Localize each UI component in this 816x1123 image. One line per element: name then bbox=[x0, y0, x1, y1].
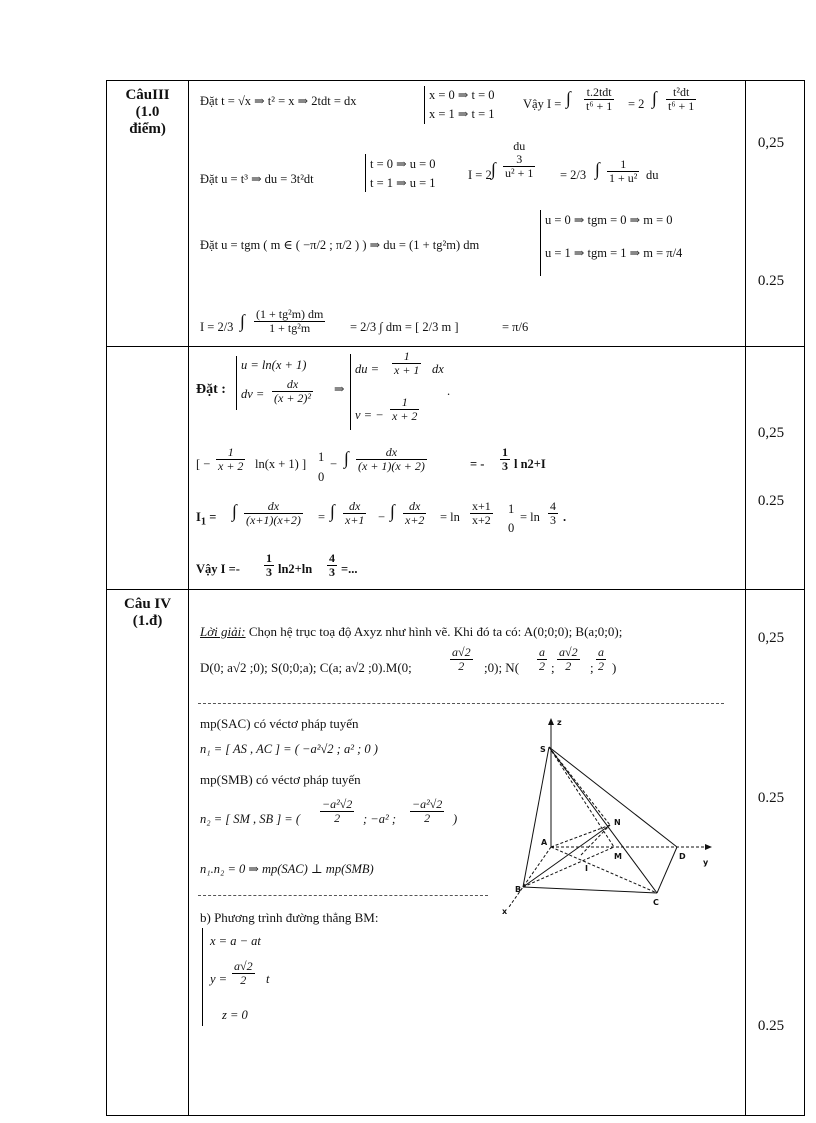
formula-text: t bbox=[266, 972, 270, 986]
score-value: 0,25 bbox=[757, 630, 785, 646]
fraction bbox=[254, 308, 325, 335]
formula-text: Vậy I = bbox=[523, 97, 562, 111]
fraction bbox=[500, 446, 510, 473]
denominator: x+2 bbox=[472, 513, 491, 527]
denominator: 3 bbox=[329, 565, 335, 579]
denominator: x+2 bbox=[405, 513, 425, 527]
formula-text: = 2 bbox=[628, 97, 645, 111]
fraction bbox=[470, 500, 493, 527]
question-label-line: (1.0 bbox=[135, 104, 160, 120]
figure-label: M bbox=[614, 852, 622, 861]
paragraph-text: b) Phương trình đường thẳng BM: bbox=[200, 910, 379, 925]
bracket bbox=[350, 354, 351, 430]
bound-line: u = 1 ⇒ tgm = 1 ⇒ m = π/4 bbox=[545, 246, 683, 260]
formula-text: = bbox=[209, 510, 217, 524]
fraction bbox=[548, 500, 558, 527]
numerator: 4 bbox=[329, 551, 335, 565]
denominator: x+1 bbox=[345, 513, 365, 527]
bracket bbox=[202, 928, 203, 1026]
edge-AC bbox=[551, 847, 657, 893]
formula-text: = - bbox=[470, 457, 485, 471]
fraction bbox=[320, 798, 354, 825]
edge-AN bbox=[551, 825, 610, 847]
formula-text: dv = bbox=[241, 387, 265, 401]
denominator: 2 bbox=[334, 811, 341, 825]
numerator: dx bbox=[272, 378, 313, 392]
fraction bbox=[584, 86, 614, 113]
formula-text: 0 bbox=[508, 521, 515, 535]
numerator: 1 bbox=[607, 158, 639, 172]
formula-text: x = a − at bbox=[210, 934, 261, 948]
question-label-line: Câu IV bbox=[124, 596, 172, 612]
formula-text: 1 bbox=[508, 502, 515, 516]
numerator: a√2 bbox=[452, 645, 471, 659]
edge-SC bbox=[549, 747, 657, 893]
edge-SD bbox=[549, 747, 677, 847]
question-label-line: điểm) bbox=[129, 121, 166, 137]
fraction bbox=[607, 158, 639, 185]
formula-text: Đặt : bbox=[196, 382, 226, 397]
figure-label: z bbox=[557, 718, 562, 727]
formula-text: dx bbox=[432, 362, 444, 376]
formula-text: 0 bbox=[318, 470, 325, 484]
paragraph-text: ; bbox=[551, 660, 555, 675]
score-value: 0,25 bbox=[757, 425, 785, 441]
paragraph bbox=[200, 624, 622, 640]
paragraph-text: D(0; a√2 ;0); S(0;0;a); C(a; a√2 ;0).M(0; bbox=[200, 660, 412, 675]
y-arrow-icon bbox=[705, 844, 712, 850]
paragraph-text: mp(SMB) có véctơ pháp tuyến bbox=[200, 772, 361, 787]
denominator: 1 + tg²m bbox=[269, 321, 311, 335]
figure-label: N bbox=[614, 818, 621, 827]
fraction bbox=[327, 552, 337, 579]
formula-text: = ln bbox=[520, 510, 540, 524]
fraction bbox=[390, 396, 419, 423]
numerator: −a²√2 bbox=[412, 797, 443, 811]
formula-text: du = bbox=[355, 362, 380, 376]
dashed-divider bbox=[198, 895, 488, 896]
formula-text: ⇒ bbox=[334, 382, 345, 396]
formula-text: = 2/3 bbox=[560, 168, 587, 182]
formula-text: Vậy I =- bbox=[196, 562, 240, 576]
formula-text: v = − bbox=[355, 408, 384, 422]
denominator: 1 + u² bbox=[609, 171, 638, 185]
edge-BN bbox=[523, 825, 610, 887]
paragraph-text: ) bbox=[612, 660, 617, 675]
formula-text: =... bbox=[341, 562, 358, 576]
question-label-cell bbox=[107, 347, 189, 590]
numerator: dx bbox=[356, 446, 427, 460]
bracket bbox=[236, 356, 237, 410]
formula-text: = ln bbox=[440, 510, 460, 524]
formula-text bbox=[196, 510, 216, 530]
denominator: (x + 1)(x + 2) bbox=[358, 459, 425, 473]
numerator: −a²√2 bbox=[322, 797, 353, 811]
fraction bbox=[557, 646, 580, 673]
denominator: t⁶ + 1 bbox=[586, 99, 613, 113]
fraction bbox=[537, 646, 547, 673]
formula-text: n₂ = [ SM , SB ] = ( bbox=[200, 812, 301, 826]
x-axis bbox=[509, 847, 551, 907]
formula-text: ; −a² ; bbox=[363, 812, 397, 826]
denominator: (x + 2)² bbox=[274, 391, 312, 405]
denominator: 2 bbox=[565, 659, 572, 673]
integral-sign: ∫ bbox=[240, 311, 245, 332]
bracket bbox=[424, 86, 425, 124]
edge-BM bbox=[523, 847, 614, 887]
numerator: dx bbox=[244, 500, 303, 514]
question-label-line: (1.đ) bbox=[132, 613, 163, 629]
numerator: a bbox=[539, 645, 545, 659]
formula-text: I bbox=[196, 510, 201, 524]
score-cell bbox=[745, 81, 804, 347]
figure-label: B bbox=[515, 885, 522, 894]
numerator: t.2tdt bbox=[584, 86, 614, 100]
integral-sign: ∫ bbox=[232, 501, 237, 522]
formula-text: n₁ = [ AS , AC ] = ( −a²√2 ; a² ; 0 ) bbox=[200, 742, 378, 756]
numerator: 1 bbox=[216, 446, 245, 460]
formula-text: y = bbox=[210, 972, 228, 986]
formula-text: = bbox=[318, 510, 326, 524]
z-arrow-icon bbox=[548, 718, 554, 725]
question-label-line: CâuIII bbox=[125, 87, 170, 103]
formula-text bbox=[196, 382, 226, 397]
score-value: 0.25 bbox=[757, 273, 785, 289]
integral-sign: ∫ bbox=[652, 88, 657, 109]
paragraph-text: ; bbox=[590, 660, 594, 675]
denominator: 3 bbox=[550, 513, 556, 527]
pyramid-figure bbox=[497, 715, 717, 920]
figure-label: C bbox=[653, 898, 659, 907]
solution-table bbox=[106, 80, 805, 1116]
fraction bbox=[392, 350, 421, 377]
bound-line: t = 0 ⇒ u = 0 bbox=[370, 157, 436, 171]
formula-text: ) bbox=[453, 812, 458, 826]
formula-text: − bbox=[330, 457, 338, 471]
numerator: du bbox=[513, 139, 526, 153]
bound-line: u = 0 ⇒ tgm = 0 ⇒ m = 0 bbox=[545, 213, 673, 227]
score-value: 0.25 bbox=[757, 1018, 785, 1034]
edge-BC bbox=[523, 887, 657, 893]
figure-label: A bbox=[541, 838, 548, 847]
paragraph-text: mp(SAC) có véctơ pháp tuyến bbox=[200, 716, 359, 731]
substitution-line: Đặt u = tgm ( m ∈ ( −π/2 ; π/2 ) ) ⇒ du = (1 + tg²m) dm bbox=[200, 238, 480, 252]
integral-sign: ∫ bbox=[595, 159, 600, 180]
formula-text: 1 bbox=[318, 450, 325, 464]
denominator: x + 2 bbox=[392, 409, 418, 423]
solution-heading: Lời giải: bbox=[200, 624, 246, 639]
fraction bbox=[403, 500, 426, 527]
integral-sign: ∫ bbox=[491, 159, 496, 180]
fraction bbox=[264, 552, 274, 579]
score-cell bbox=[745, 590, 804, 1116]
integral-sign: ∫ bbox=[390, 501, 395, 522]
numerator: 1 bbox=[266, 551, 272, 565]
denominator: t⁶ + 1 bbox=[668, 99, 695, 113]
formula-text: = π/6 bbox=[502, 320, 529, 334]
fraction bbox=[596, 646, 606, 673]
numerator: a bbox=[598, 645, 604, 659]
substitution-line: Đặt u = t³ ⇒ du = 3t²dt bbox=[200, 172, 314, 186]
fraction bbox=[216, 446, 245, 473]
denominator: 2 bbox=[598, 659, 604, 673]
formula-text: − bbox=[378, 510, 386, 524]
paragraph-text: ;0); N( bbox=[484, 660, 520, 675]
dashed-divider bbox=[198, 703, 724, 704]
formula-text: . bbox=[563, 510, 567, 524]
figure-label: D bbox=[679, 852, 686, 861]
numerator: 3 bbox=[503, 153, 535, 167]
numerator: x+1 bbox=[472, 499, 491, 513]
formula-text: = 2/3 ∫ dm = [ 2/3 m ] bbox=[350, 320, 459, 334]
numerator: dx bbox=[403, 500, 426, 514]
formula-text: I = 2 bbox=[468, 168, 492, 182]
bound-line: x = 0 ⇒ t = 0 bbox=[429, 88, 495, 102]
formula-text: ln(x + 1) ] bbox=[255, 457, 307, 471]
bracket bbox=[540, 210, 541, 276]
numerator: t²dt bbox=[666, 86, 696, 100]
subscript: 1 bbox=[200, 516, 207, 528]
substitution-line: Đặt t = √x ⇒ t² = x ⇒ 2tdt = dx bbox=[200, 94, 357, 108]
bracket bbox=[365, 154, 366, 192]
denominator: u² + 1 bbox=[505, 166, 534, 180]
fraction bbox=[410, 798, 444, 825]
fraction bbox=[503, 140, 535, 180]
denominator: 2 bbox=[424, 811, 431, 825]
numerator: dx bbox=[343, 500, 366, 514]
score-value: 0,25 bbox=[757, 135, 785, 151]
formula-text: z = 0 bbox=[222, 1008, 248, 1022]
score-value: 0.25 bbox=[757, 493, 785, 509]
question-label-cell bbox=[107, 81, 189, 347]
numerator: a√2 bbox=[234, 959, 253, 973]
formula-text: [ − bbox=[196, 457, 211, 471]
edge-SM bbox=[549, 747, 614, 847]
bound-line: t = 1 ⇒ u = 1 bbox=[370, 176, 436, 190]
denominator: x + 2 bbox=[218, 459, 244, 473]
formula-text: u = ln(x + 1) bbox=[241, 358, 307, 372]
denominator: (x+1)(x+2) bbox=[246, 513, 301, 527]
numerator: (1 + tg²m) dm bbox=[256, 307, 324, 321]
integral-sign: ∫ bbox=[344, 448, 349, 469]
fraction bbox=[343, 500, 366, 527]
denominator: 2 bbox=[240, 973, 247, 987]
formula-text: . bbox=[447, 384, 451, 398]
integral-sign: ∫ bbox=[330, 501, 335, 522]
denominator: 3 bbox=[266, 565, 272, 579]
denominator: x + 1 bbox=[394, 363, 420, 377]
figure-label: y bbox=[703, 858, 709, 867]
score-cell bbox=[745, 347, 804, 590]
integral-sign: ∫ bbox=[566, 88, 571, 109]
fraction bbox=[232, 960, 255, 987]
figure-label: S bbox=[540, 745, 546, 754]
fraction bbox=[450, 646, 473, 673]
fraction bbox=[244, 500, 303, 527]
score-value: 0.25 bbox=[757, 790, 785, 806]
numerator: 4 bbox=[550, 499, 556, 513]
edge-SB bbox=[523, 747, 549, 887]
formula-text: l n2+I bbox=[514, 457, 546, 471]
numerator: 1 bbox=[392, 350, 421, 364]
bound-line: x = 1 ⇒ t = 1 bbox=[429, 107, 495, 121]
formula-text: I = 2/3 bbox=[200, 320, 234, 334]
paragraph-text: Chọn hệ trục toạ độ Axyz như hình vẽ. Khi đó ta có: A(0;0;0); B(a;0;0); bbox=[248, 624, 623, 639]
numerator: a√2 bbox=[559, 645, 578, 659]
figure-label: I bbox=[585, 864, 588, 873]
numerator: 1 bbox=[502, 445, 508, 459]
formula-text: n₁.n₂ = 0 ⇒ mp(SAC) ⊥ mp(SMB) bbox=[200, 862, 374, 876]
formula-text: du bbox=[646, 168, 659, 182]
fraction bbox=[666, 86, 696, 113]
denominator: 2 bbox=[539, 659, 545, 673]
fraction bbox=[272, 378, 313, 405]
edge-CD bbox=[657, 847, 677, 893]
formula-text: ln2+ln bbox=[278, 562, 313, 576]
figure-label: x bbox=[502, 907, 508, 916]
question-label-cell bbox=[107, 590, 189, 1116]
numerator: 1 bbox=[390, 396, 419, 410]
fraction bbox=[356, 446, 427, 473]
denominator: 2 bbox=[458, 659, 465, 673]
denominator: 3 bbox=[502, 459, 508, 473]
